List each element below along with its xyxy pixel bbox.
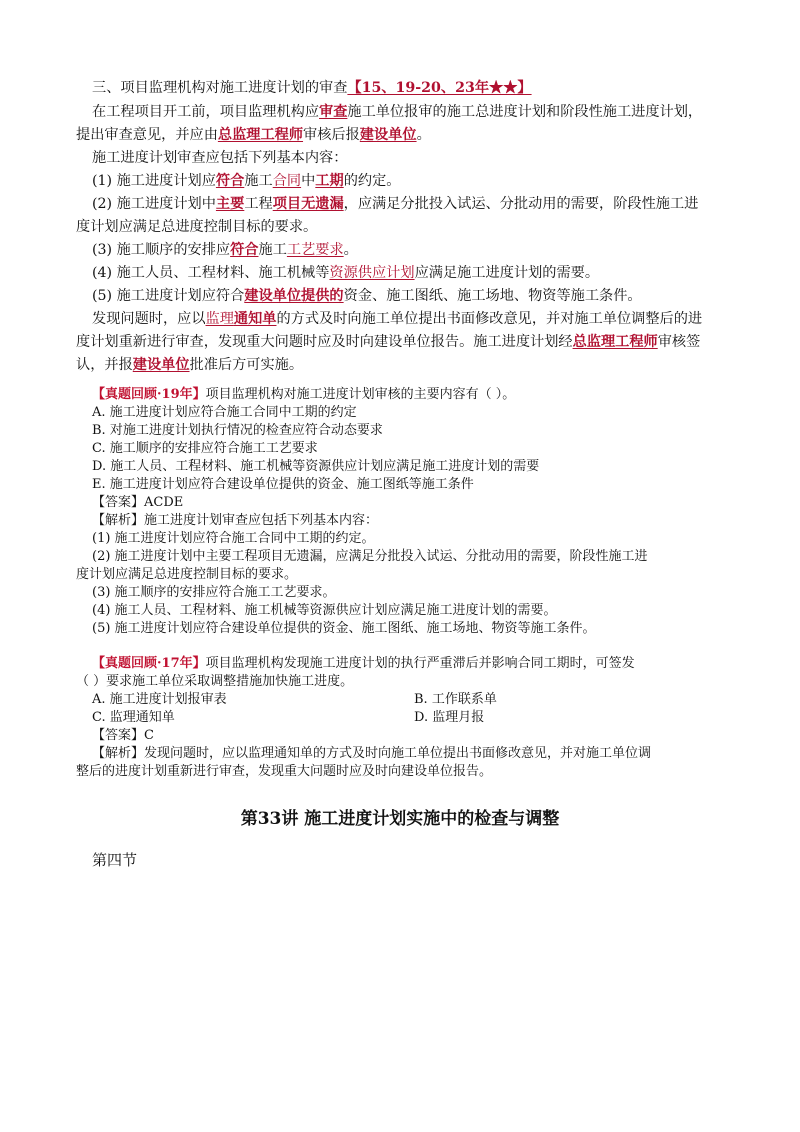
option-b: B. 工作联系单: [414, 692, 497, 707]
list-item: (2) 施工进度计划中主要工程项目无遗漏，应满足分批投入试运、分批动用的需要，阶段性施工进: [92, 196, 699, 212]
question-stem: 【真题回顾·19年】项目监理机构对施工进度计划审核的主要内容有（ ）。: [92, 387, 516, 402]
section-heading: 三、项目监理机构对施工进度计划的审查【15、19-20、23年★★】: [92, 80, 532, 96]
paragraph-line: 发现问题时，应以监理通知单的方式及时向施工单位提出书面修改意见，并对施工单位调整后的进: [92, 311, 703, 327]
option-c: C. 监理通知单: [92, 710, 175, 725]
question-tag: 【真题回顾·19年】: [92, 387, 206, 402]
analysis-line: 【解析】施工进度计划审查应包括下列基本内容：: [92, 513, 379, 528]
analysis-line: 整后的进度计划重新进行审查，发现重大问题时应及时向建设单位报告。: [76, 764, 493, 779]
list-item-continuation: 度计划应满足总进度控制目标的要求。: [76, 219, 318, 235]
answer: 【答案】C: [92, 728, 154, 743]
paragraph-line: 认，并报建设单位批准后方可实施。: [76, 357, 304, 373]
paragraph-line: 在工程项目开工前，项目监理机构应审查施工单位报审的施工总进度计划和阶段性施工进度计划，: [92, 104, 703, 120]
analysis-line: 【解析】发现问题时，应以监理通知单的方式及时向施工单位提出书面修改意见，并对施工单位调: [92, 746, 652, 761]
analysis-line: (3) 施工顺序的安排应符合施工工艺要求。: [92, 585, 336, 600]
option-e: E. 施工进度计划应符合建设单位提供的资金、施工图纸等施工条件: [92, 477, 474, 492]
question-stem-continuation: （ ）要求施工单位采取调整措施加快施工进度。: [76, 674, 354, 689]
list-item: (4) 施工人员、工程材料、施工机械等资源供应计划应满足施工进度计划的需要。: [92, 265, 600, 281]
option-a: A. 施工进度计划报审表: [92, 692, 227, 707]
analysis-line: (5) 施工进度计划应符合建设单位提供的资金、施工图纸、施工场地、物资等施工条件。: [92, 621, 596, 636]
list-item: (1) 施工进度计划应符合施工合同中工期的约定。: [92, 173, 401, 189]
list-item: (3) 施工顺序的安排应符合施工工艺要求。: [92, 242, 358, 258]
question-tag: 【真题回顾·17年】: [92, 656, 206, 671]
analysis-line: (2) 施工进度计划中主要工程项目无遗漏，应满足分批投入试运、分批动用的需要，阶段性施工进: [92, 549, 648, 564]
list-item: (5) 施工进度计划应符合建设单位提供的资金、施工图纸、施工场地、物资等施工条件。: [92, 288, 642, 304]
option-a: A. 施工进度计划应符合施工合同中工期的约定: [92, 405, 357, 420]
analysis-line: (1) 施工进度计划应符合施工合同中工期的约定。: [92, 531, 375, 546]
option-d: D. 监理月报: [414, 710, 485, 725]
paragraph-line: 施工进度计划审查应包括下列基本内容：: [92, 150, 348, 166]
lecture-title: 第33讲 施工进度计划实施中的检查与调整: [240, 809, 560, 829]
paragraph-line: 提出审查意见，并应由总监理工程师审核后报建设单位。: [76, 127, 431, 143]
analysis-line: (4) 施工人员、工程材料、施工机械等资源供应计划应满足施工进度计划的需要。: [92, 603, 557, 618]
section-heading-4: 第四节: [92, 851, 138, 869]
question-stem: 【真题回顾·17年】项目监理机构发现施工进度计划的执行严重滞后并影响合同工期时，可签发: [92, 656, 635, 671]
answer: 【答案】ACDE: [92, 495, 184, 510]
option-b: B. 对施工进度计划执行情况的检查应符合动态要求: [92, 423, 383, 438]
paragraph-line: 度计划重新进行审查，发现重大问题时应及时向建设单位报告。施工进度计划经总监理工程师审核签: [76, 334, 701, 350]
exam-years-tag: 【15、19-20、23年★★】: [347, 80, 532, 96]
analysis-line: 度计划应满足总进度控制目标的要求。: [76, 567, 298, 582]
option-d: D. 施工人员、工程材料、施工机械等资源供应计划应满足施工进度计划的需要: [92, 459, 540, 474]
option-c: C. 施工顺序的安排应符合施工工艺要求: [92, 441, 318, 456]
